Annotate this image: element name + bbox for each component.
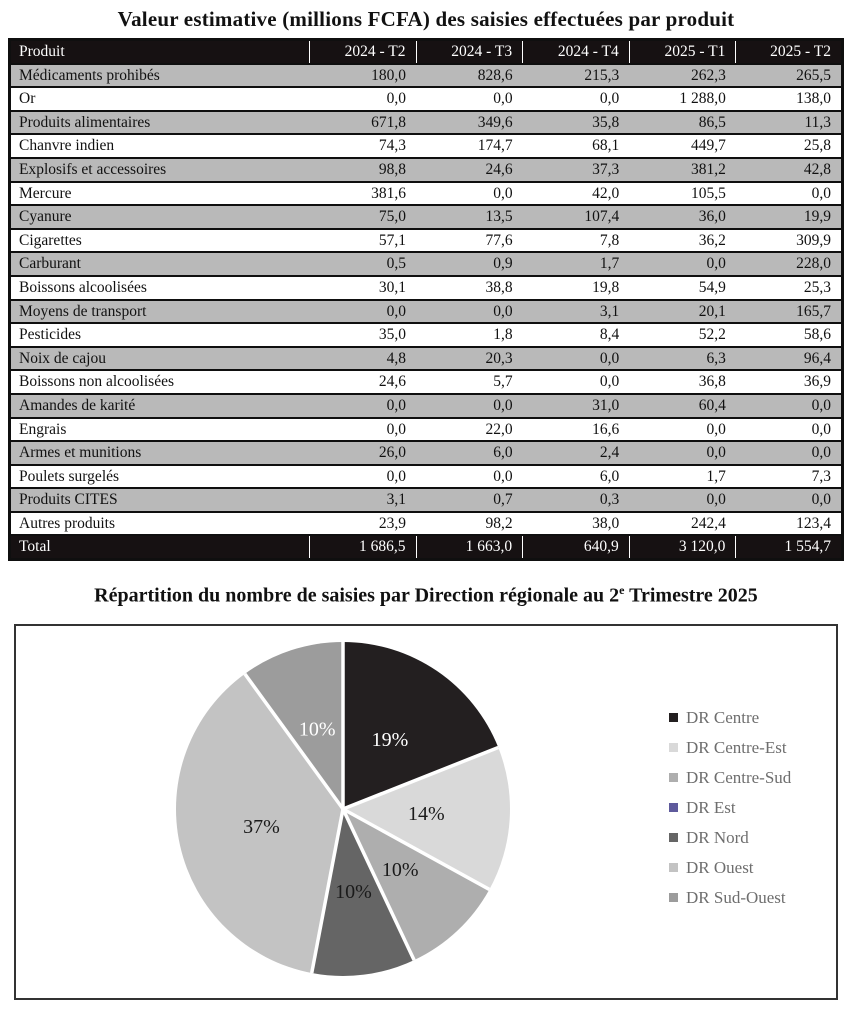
product-cell: Chanvre indien [10, 134, 310, 158]
table-row [10, 158, 843, 182]
value-cell: 24,6 [309, 370, 416, 394]
value-cell: 7,3 [736, 465, 843, 489]
value-cell: 2,4 [523, 441, 630, 465]
chart-title-superscript: e [619, 583, 625, 598]
table-footer [10, 535, 843, 559]
value-cell: 174,7 [416, 134, 523, 158]
product-cell: Boissons alcoolisées [10, 276, 310, 300]
value-cell: 0,0 [309, 87, 416, 111]
value-cell: 0,0 [309, 394, 416, 418]
value-cell: 262,3 [629, 64, 736, 88]
value-cell: 38,8 [416, 276, 523, 300]
value-cell: 0,0 [416, 394, 523, 418]
total-value: 3 120,0 [629, 535, 736, 559]
value-cell: 60,4 [629, 394, 736, 418]
value-cell: 36,8 [629, 370, 736, 394]
value-cell: 20,3 [416, 347, 523, 371]
value-cell: 6,3 [629, 347, 736, 371]
pie-chart-frame [14, 624, 838, 1000]
value-cell: 0,0 [736, 441, 843, 465]
value-cell: 449,7 [629, 134, 736, 158]
table-header [10, 40, 843, 64]
table-row [10, 465, 843, 489]
product-cell: Carburant [10, 252, 310, 276]
value-cell: 381,2 [629, 158, 736, 182]
chart-title [0, 583, 852, 608]
value-cell: 19,8 [523, 276, 630, 300]
table-row [10, 134, 843, 158]
value-cell: 11,3 [736, 111, 843, 135]
legend-label: DR Est [686, 797, 736, 817]
product-cell: Noix de cajou [10, 347, 310, 371]
value-cell: 36,0 [629, 205, 736, 229]
value-cell: 0,0 [416, 300, 523, 324]
chart-title-suffix: Trimestre 2025 [624, 584, 758, 607]
table-row [10, 394, 843, 418]
legend-swatch-icon [669, 833, 678, 842]
legend-item [669, 883, 791, 913]
value-cell: 180,0 [309, 64, 416, 88]
product-cell: Médicaments prohibés [10, 64, 310, 88]
value-cell: 215,3 [523, 64, 630, 88]
column-header-produit: Produit [10, 40, 310, 64]
value-cell: 381,6 [309, 182, 416, 206]
legend-label: DR Sud-Ouest [686, 887, 786, 907]
value-cell: 138,0 [736, 87, 843, 111]
value-cell: 74,3 [309, 134, 416, 158]
product-cell: Amandes de karité [10, 394, 310, 418]
value-cell: 0,0 [736, 182, 843, 206]
column-header-2024-t4: 2024 - T4 [523, 40, 630, 64]
value-cell: 3,1 [309, 488, 416, 512]
product-cell: Poulets surgelés [10, 465, 310, 489]
total-value: 1 686,5 [309, 535, 416, 559]
product-cell: Or [10, 87, 310, 111]
table-row [10, 276, 843, 300]
value-cell: 1 288,0 [629, 87, 736, 111]
value-cell: 8,4 [523, 323, 630, 347]
total-value: 1 554,7 [736, 535, 843, 559]
product-cell: Autres produits [10, 512, 310, 536]
table-row [10, 512, 843, 536]
value-cell: 7,8 [523, 229, 630, 253]
table-row [10, 64, 843, 88]
value-cell: 228,0 [736, 252, 843, 276]
legend-label: DR Ouest [686, 857, 754, 877]
value-cell: 0,0 [736, 488, 843, 512]
pie-percent-label: 10% [335, 880, 372, 903]
legend-item [669, 853, 791, 883]
value-cell: 16,6 [523, 418, 630, 442]
total-value: 1 663,0 [416, 535, 523, 559]
pie-percent-label: 10% [381, 858, 419, 881]
value-cell: 20,1 [629, 300, 736, 324]
pie-percent-label: 19% [371, 728, 409, 751]
total-row [10, 535, 843, 559]
legend-item [669, 703, 791, 733]
legend-label: DR Nord [686, 827, 749, 847]
value-cell: 0,0 [736, 418, 843, 442]
seizures-table [8, 38, 844, 561]
table-row [10, 347, 843, 371]
product-cell: Cigarettes [10, 229, 310, 253]
value-cell: 0,0 [309, 418, 416, 442]
value-cell: 0,0 [629, 441, 736, 465]
pie-percent-label: 14% [408, 802, 445, 825]
table-row [10, 87, 843, 111]
product-cell: Moyens de transport [10, 300, 310, 324]
table-row [10, 252, 843, 276]
legend-swatch-icon [669, 803, 678, 812]
legend-label: DR Centre-Sud [686, 767, 792, 787]
value-cell: 36,9 [736, 370, 843, 394]
value-cell: 6,0 [523, 465, 630, 489]
value-cell: 35,8 [523, 111, 630, 135]
value-cell: 0,0 [309, 465, 416, 489]
value-cell: 349,6 [416, 111, 523, 135]
value-cell: 13,5 [416, 205, 523, 229]
product-cell: Engrais [10, 418, 310, 442]
value-cell: 0,0 [523, 87, 630, 111]
legend-swatch-icon [669, 863, 678, 872]
value-cell: 25,3 [736, 276, 843, 300]
legend-swatch-icon [669, 893, 678, 902]
value-cell: 242,4 [629, 512, 736, 536]
value-cell: 0,0 [523, 347, 630, 371]
value-cell: 5,7 [416, 370, 523, 394]
value-cell: 828,6 [416, 64, 523, 88]
value-cell: 30,1 [309, 276, 416, 300]
table-title: Valeur estimative (millions FCFA) des saisies effectuées par produit [117, 7, 735, 31]
legend-item [669, 733, 791, 763]
product-cell: Cyanure [10, 205, 310, 229]
column-header-2025-t2: 2025 - T2 [736, 40, 843, 64]
value-cell: 57,1 [309, 229, 416, 253]
total-label: Total [10, 535, 310, 559]
value-cell: 0,7 [416, 488, 523, 512]
pie-percent-label: 37% [243, 815, 280, 838]
table-row [10, 370, 843, 394]
value-cell: 0,0 [416, 87, 523, 111]
value-cell: 68,1 [523, 134, 630, 158]
value-cell: 123,4 [736, 512, 843, 536]
value-cell: 38,0 [523, 512, 630, 536]
value-cell: 42,0 [523, 182, 630, 206]
value-cell: 52,2 [629, 323, 736, 347]
value-cell: 1,8 [416, 323, 523, 347]
legend-item [669, 763, 791, 793]
chart-title-text: Répartition du nombre de saisies par Direction régionale au 2 [94, 584, 620, 607]
value-cell: 54,9 [629, 276, 736, 300]
value-cell: 35,0 [309, 323, 416, 347]
value-cell: 25,8 [736, 134, 843, 158]
table-row [10, 418, 843, 442]
value-cell: 98,2 [416, 512, 523, 536]
value-cell: 86,5 [629, 111, 736, 135]
value-cell: 0,0 [416, 465, 523, 489]
value-cell: 23,9 [309, 512, 416, 536]
table-body [10, 64, 843, 536]
value-cell: 0,0 [309, 300, 416, 324]
table-row [10, 229, 843, 253]
value-cell: 1,7 [523, 252, 630, 276]
value-cell: 98,8 [309, 158, 416, 182]
value-cell: 107,4 [523, 205, 630, 229]
product-cell: Armes et munitions [10, 441, 310, 465]
value-cell: 37,3 [523, 158, 630, 182]
column-header-2025-t1: 2025 - T1 [629, 40, 736, 64]
product-cell: Explosifs et accessoires [10, 158, 310, 182]
value-cell: 671,8 [309, 111, 416, 135]
table-row [10, 488, 843, 512]
legend-swatch-icon [669, 743, 678, 752]
value-cell: 96,4 [736, 347, 843, 371]
legend-item [669, 823, 791, 853]
value-cell: 58,6 [736, 323, 843, 347]
product-cell: Boissons non alcoolisées [10, 370, 310, 394]
legend-item [669, 793, 791, 823]
pie-legend [669, 703, 791, 913]
product-cell: Produits alimentaires [10, 111, 310, 135]
total-value: 640,9 [523, 535, 630, 559]
value-cell: 0,3 [523, 488, 630, 512]
value-cell: 309,9 [736, 229, 843, 253]
table-row [10, 300, 843, 324]
value-cell: 36,2 [629, 229, 736, 253]
value-cell: 77,6 [416, 229, 523, 253]
value-cell: 42,8 [736, 158, 843, 182]
value-cell: 4,8 [309, 347, 416, 371]
value-cell: 165,7 [736, 300, 843, 324]
table-row [10, 323, 843, 347]
value-cell: 0,0 [629, 418, 736, 442]
value-cell: 75,0 [309, 205, 416, 229]
value-cell: 24,6 [416, 158, 523, 182]
value-cell: 19,9 [736, 205, 843, 229]
legend-swatch-icon [669, 773, 678, 782]
value-cell: 6,0 [416, 441, 523, 465]
value-cell: 31,0 [523, 394, 630, 418]
table-header-row [10, 40, 843, 64]
table-row [10, 441, 843, 465]
value-cell: 0,0 [523, 370, 630, 394]
legend-swatch-icon [669, 713, 678, 722]
product-cell: Mercure [10, 182, 310, 206]
table-row [10, 182, 843, 206]
value-cell: 265,5 [736, 64, 843, 88]
column-header-2024-t3: 2024 - T3 [416, 40, 523, 64]
legend-label: DR Centre [686, 707, 760, 727]
value-cell: 0,5 [309, 252, 416, 276]
table-row [10, 111, 843, 135]
product-cell: Pesticides [10, 323, 310, 347]
value-cell: 0,0 [629, 252, 736, 276]
legend-label: DR Centre-Est [686, 737, 787, 757]
value-cell: 0,0 [416, 182, 523, 206]
value-cell: 0,9 [416, 252, 523, 276]
value-cell: 0,0 [629, 488, 736, 512]
value-cell: 1,7 [629, 465, 736, 489]
value-cell: 105,5 [629, 182, 736, 206]
pie-percent-label: 10% [298, 718, 336, 741]
value-cell: 0,0 [736, 394, 843, 418]
column-header-2024-t2: 2024 - T2 [309, 40, 416, 64]
table-row [10, 205, 843, 229]
value-cell: 22,0 [416, 418, 523, 442]
product-cell: Produits CITES [10, 488, 310, 512]
value-cell: 26,0 [309, 441, 416, 465]
value-cell: 3,1 [523, 300, 630, 324]
